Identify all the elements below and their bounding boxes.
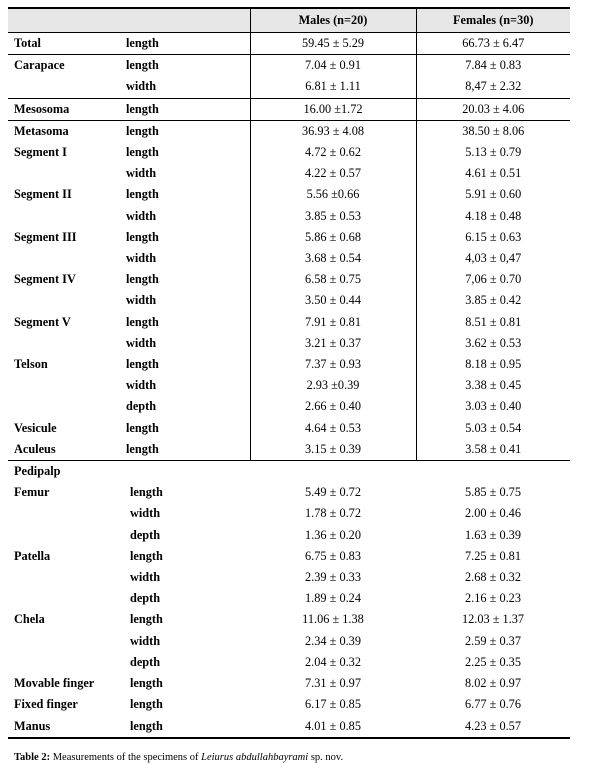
cell-part: Vesicule [14, 420, 57, 435]
table-row [8, 588, 570, 609]
table-caption [14, 752, 343, 763]
cell-part [8, 567, 126, 588]
cell-females: 7.25 ± 0.81 [465, 548, 521, 563]
table-row [8, 312, 570, 333]
cell-dimension: length [126, 187, 159, 202]
cell-dimension: width [126, 335, 157, 350]
cell-males: 6.58 ± 0.75 [250, 269, 416, 290]
cell-part: Mesosoma [8, 98, 126, 120]
empty-cell [126, 461, 250, 483]
cell-part: Aculeus [14, 441, 56, 456]
cell-males: 5.56 ±0.66 [250, 184, 416, 205]
cell-dimension: width [130, 570, 161, 585]
cell-females: 12.03 ± 1.37 [461, 612, 525, 627]
table-body [8, 33, 570, 738]
cell-part: Telson [14, 357, 48, 372]
cell-part: Segment III [14, 229, 77, 244]
cell-dimension: depth [130, 591, 161, 606]
cell-part: Segment I [14, 145, 67, 160]
cell-dimension: length [130, 612, 163, 627]
table-row [8, 33, 570, 55]
table-row [8, 248, 570, 269]
cell-males: 4.22 ± 0.57 [250, 163, 416, 184]
cell-dimension: width [126, 208, 157, 223]
cell-males: 6.75 ± 0.83 [305, 548, 361, 563]
cell-males: 7.91 ± 0.81 [250, 312, 416, 333]
cell-females: 2.16 ± 0.23 [465, 591, 521, 606]
table-row [8, 396, 570, 417]
cell-females: 4.61 ± 0.51 [416, 163, 570, 184]
cell-dimension: length [130, 485, 163, 500]
cell-males: 2.04 ± 0.32 [305, 654, 361, 669]
cell-part: Carapace [8, 55, 126, 77]
table-row [8, 716, 570, 738]
cell-part [8, 206, 126, 227]
cell-males: 6.81 ± 1.11 [250, 76, 416, 98]
header-cell-part [8, 8, 126, 33]
cell-part [8, 503, 126, 524]
cell-part: Movable finger [14, 676, 95, 691]
table-row [8, 567, 570, 588]
cell-males: 36.93 ± 4.08 [250, 120, 416, 142]
cell-dimension: length [126, 98, 250, 120]
cell-females: 5.91 ± 0.60 [416, 184, 570, 205]
cell-females: 4.18 ± 0.48 [416, 206, 570, 227]
cell-females: 8.18 ± 0.95 [416, 354, 570, 375]
cell-part [8, 396, 126, 417]
table-row [8, 290, 570, 311]
cell-males: 16.00 ±1.72 [250, 98, 416, 120]
cell-part [8, 525, 126, 546]
table-row [8, 142, 570, 163]
cell-males: 2.34 ± 0.39 [305, 633, 361, 648]
cell-females: 6.77 ± 0.76 [465, 697, 521, 712]
cell-females: 7.84 ± 0.83 [416, 55, 570, 77]
cell-part [8, 588, 126, 609]
cell-part: Chela [14, 612, 45, 627]
cell-dimension: length [126, 55, 250, 77]
cell-part: Total [14, 36, 41, 50]
cell-part [8, 163, 126, 184]
cell-females: 5.03 ± 0.54 [416, 418, 570, 439]
cell-males: 2.93 ±0.39 [250, 375, 416, 396]
pedipalp-heading: Pedipalp [8, 461, 126, 483]
cell-females: 3.85 ± 0.42 [416, 290, 570, 311]
table-row [8, 631, 570, 652]
cell-females: 4,03 ± 0,47 [416, 248, 570, 269]
cell-females: 2.59 ± 0.37 [465, 633, 521, 648]
cell-males: 1.78 ± 0.72 [305, 506, 361, 521]
cell-males: 7.31 ± 0.97 [305, 676, 361, 691]
caption-text-after: sp. nov. [308, 752, 344, 763]
table-row [8, 184, 570, 205]
cell-males: 5.49 ± 0.72 [305, 485, 361, 500]
cell-dimension: length [126, 272, 159, 287]
cell-females: 2.68 ± 0.32 [465, 570, 521, 585]
table-row [8, 333, 570, 354]
cell-females: 5.13 ± 0.79 [416, 142, 570, 163]
cell-dimension: width [126, 378, 157, 393]
cell-males: 4.72 ± 0.62 [250, 142, 416, 163]
cell-dimension: length [126, 716, 250, 738]
cell-part [8, 290, 126, 311]
cell-dimension: width [130, 506, 161, 521]
cell-dimension: length [130, 697, 163, 712]
cell-males: 59.45 ± 5.29 [250, 33, 416, 55]
cell-males: 11.06 ± 1.38 [302, 612, 364, 627]
cell-females: 3.62 ± 0.53 [416, 333, 570, 354]
table-row [8, 609, 570, 630]
cell-females: 1.63 ± 0.39 [465, 527, 521, 542]
cell-part [8, 375, 126, 396]
cell-dimension: length [126, 357, 159, 372]
cell-females: 7,06 ± 0.70 [416, 269, 570, 290]
table-header [8, 8, 570, 33]
cell-females: 5.85 ± 0.75 [465, 485, 521, 500]
table-row [8, 439, 570, 461]
cell-males: 2.39 ± 0.33 [305, 570, 361, 585]
empty-cell [250, 461, 416, 483]
cell-part: Patella [14, 548, 51, 563]
cell-males: 7.04 ± 0.91 [250, 55, 416, 77]
cell-dimension: depth [130, 654, 161, 669]
cell-part [8, 248, 126, 269]
cell-dimension: length [126, 314, 159, 329]
cell-part: Segment II [14, 187, 72, 202]
cell-males: 3.21 ± 0.37 [250, 333, 416, 354]
cell-females: 3.38 ± 0.45 [416, 375, 570, 396]
table-row [8, 375, 570, 396]
header-cell-dimension [126, 8, 250, 33]
cell-dimension: width [130, 633, 161, 648]
cell-females: 20.03 ± 4.06 [416, 98, 570, 120]
cell-males: 6.17 ± 0.85 [305, 697, 361, 712]
table-row [8, 206, 570, 227]
header-cell-males: Males (n=20) [250, 8, 416, 33]
cell-males: 4.64 ± 0.53 [250, 418, 416, 439]
cell-males: 2.66 ± 0.40 [250, 396, 416, 417]
caption-label: Table 2: [14, 752, 51, 763]
cell-dimension: length [126, 420, 159, 435]
cell-dimension: length [126, 145, 159, 160]
cell-dimension: width [126, 251, 157, 266]
cell-part [8, 76, 126, 98]
cell-dimension: width [126, 79, 157, 94]
cell-part: Metasoma [8, 120, 126, 142]
cell-males: 4.01 ± 0.85 [250, 716, 416, 738]
cell-females: 2.25 ± 0.35 [465, 654, 521, 669]
cell-dimension: length [126, 36, 159, 50]
cell-part [8, 333, 126, 354]
cell-females: 2.00 ± 0.46 [465, 506, 521, 521]
cell-males: 3.85 ± 0.53 [250, 206, 416, 227]
table-row [8, 269, 570, 290]
table-row [8, 418, 570, 439]
cell-females: 6.15 ± 0.63 [416, 227, 570, 248]
cell-part: Fixed finger [14, 697, 78, 712]
empty-cell [416, 461, 570, 483]
table-row [8, 120, 570, 142]
table-row [8, 354, 570, 375]
table-row [8, 163, 570, 184]
cell-females: 8.51 ± 0.81 [416, 312, 570, 333]
cell-dimension: length [126, 441, 159, 456]
caption-text-before: Measurements of the specimens of [50, 752, 202, 763]
cell-part: Manus [8, 716, 126, 738]
measurements-table [8, 7, 570, 739]
cell-dimension: depth [130, 527, 161, 542]
cell-males: 1.36 ± 0.20 [305, 527, 361, 542]
cell-females: 3.03 ± 0.40 [416, 396, 570, 417]
table-row [8, 652, 570, 673]
table-row [8, 503, 570, 524]
table-row [8, 76, 570, 98]
cell-dimension: length [126, 229, 159, 244]
cell-dimension: length [126, 120, 250, 142]
cell-females: 38.50 ± 8.06 [416, 120, 570, 142]
cell-males: 5.86 ± 0.68 [250, 227, 416, 248]
cell-part: Segment IV [14, 272, 76, 287]
cell-males: 1.89 ± 0.24 [305, 591, 361, 606]
cell-dimension: width [126, 293, 157, 308]
table-row [8, 98, 570, 120]
table-row [8, 694, 570, 715]
cell-part: Femur [14, 485, 50, 500]
table-row [8, 673, 570, 694]
cell-males: 7.37 ± 0.93 [250, 354, 416, 375]
table-row [8, 55, 570, 77]
cell-part [8, 631, 126, 652]
cell-dimension: depth [126, 399, 157, 414]
cell-part: Segment V [14, 314, 71, 329]
cell-dimension: length [130, 676, 163, 691]
cell-dimension: length [130, 548, 163, 563]
cell-part [8, 652, 126, 673]
cell-females: 4.23 ± 0.57 [416, 716, 570, 738]
table-row [8, 482, 570, 503]
cell-females: 66.73 ± 6.47 [416, 33, 570, 55]
cell-dimension: width [126, 166, 157, 181]
table-row-pedipalp [8, 461, 570, 483]
caption-species: Leiurus abdullahbayrami [201, 752, 309, 763]
cell-males: 3.15 ± 0.39 [250, 439, 416, 461]
table-row [8, 546, 570, 567]
cell-females: 3.58 ± 0.41 [416, 439, 570, 461]
cell-females: 8.02 ± 0.97 [465, 676, 521, 691]
cell-males: 3.68 ± 0.54 [250, 248, 416, 269]
header-cell-females: Females (n=30) [416, 8, 570, 33]
cell-females: 8,47 ± 2.32 [416, 76, 570, 98]
cell-males: 3.50 ± 0.44 [250, 290, 416, 311]
table-row [8, 227, 570, 248]
table-row [8, 525, 570, 546]
